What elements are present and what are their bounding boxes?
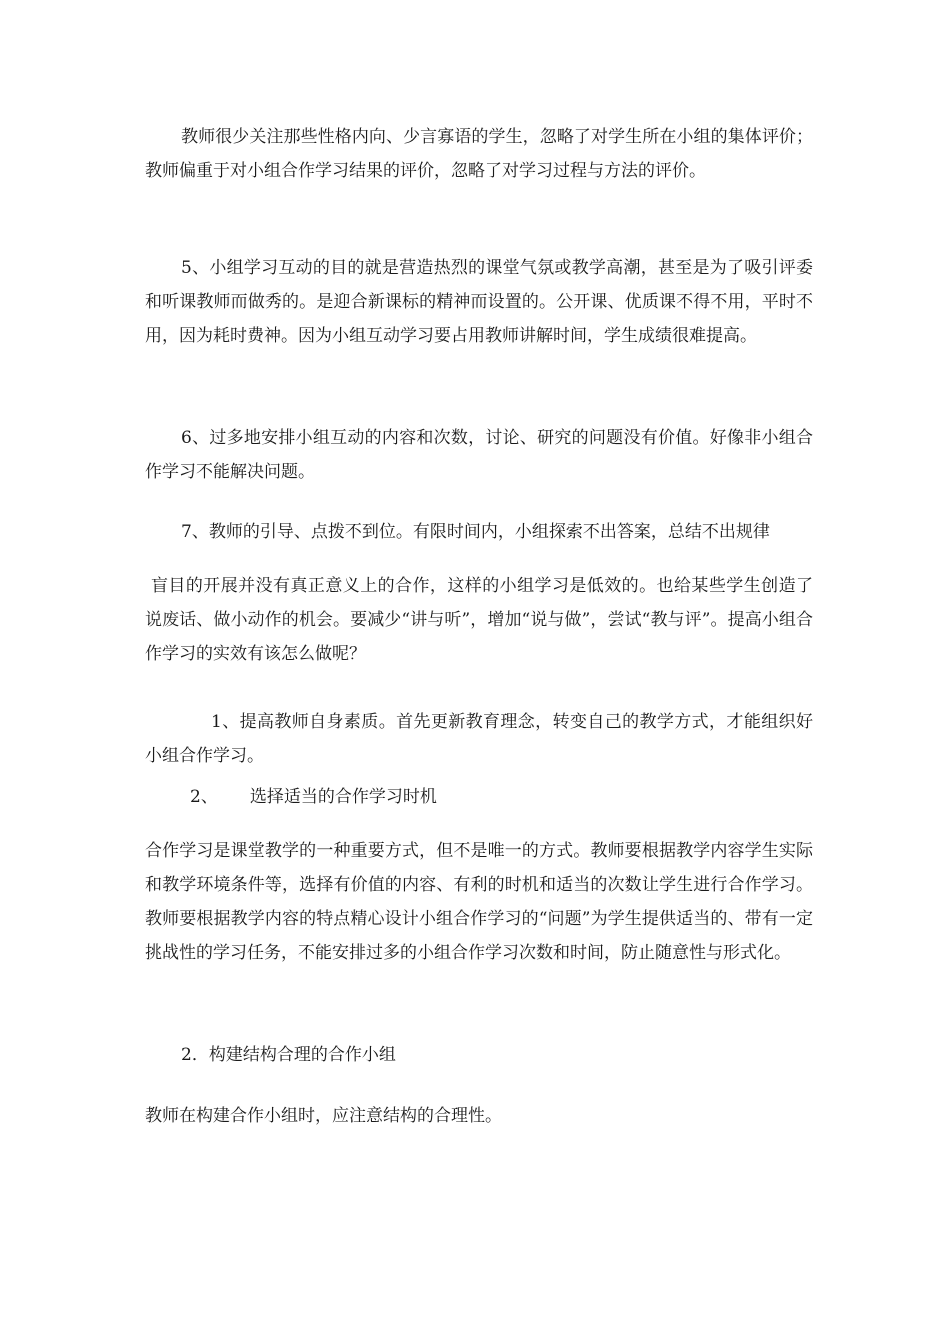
heading-strategy-2 (190, 780, 590, 814)
paragraph-cooperation-timing: 合作学习是课堂教学的一种重要方式，但不是唯一的方式。教师要根据教学内容学生实际和教学环境条件等，选择有价值的内容、有利的时机和适当的次数让学生进行合作学习。教师要根据教学内容的特点精心设计小组合作学习的“问题”为学生提供适当的、带有一定挑战性的学习任务，不能安排过多的小组合作学习次数和时间，防止随意性与形式化。 (145, 841, 813, 963)
paragraph-blind-cooperation (145, 569, 813, 671)
paragraph-point-7: 7、教师的引导、点拨不到位。有限时间内，小组探索不出答案，总结不出规律 (181, 522, 770, 542)
heading-strategy-2-number: 2、 (190, 787, 218, 807)
paragraph-point-5: 5、小组学习互动的目的就是营造热烈的课堂气氛或教学高潮，甚至是为了吸引评委和听课教师而做秀的。是迎合新课标的精神而设置的。公开课、优质课不得不用，平时不用，因为耗时费神。因为小组互动学习要占用教师讲解时间，学生成绩很难提高。 (145, 258, 813, 346)
paragraph-group-structure: 教师在构建合作小组时，应注意结构的合理性。 (145, 1106, 502, 1126)
paragraph-evaluation-issue: 教师很少关注那些性格内向、少言寡语的学生，忽略了对学生所在小组的集体评价；教师偏重于对小组合作学习结果的评价，忽略了对学习过程与方法的评价。 (145, 127, 813, 181)
heading-build-groups: 2．构建结构合理的合作小组 (181, 1045, 396, 1065)
paragraph-strategy-1: 1、提高教师自身素质。首先更新教育理念，转变自己的教学方式，才能组织好小组合作学习。 (145, 712, 813, 766)
paragraph-point-6: 6、过多地安排小组互动的内容和次数，讨论、研究的问题没有价值。好像非小组合作学习不能解决问题。 (145, 428, 813, 482)
heading-strategy-2-text: 选择适当的合作学习时机 (249, 787, 437, 807)
paragraph-blind-cooperation-text: 盲目的开展并没有真正意义上的合作，这样的小组学习是低效的。也给某些学生创造了说废话、做小动作的机会。要减少“讲与听”，增加“说与做”，尝试“教与评”。提高小组合作学习的实效有该怎么做呢？ (145, 576, 813, 664)
